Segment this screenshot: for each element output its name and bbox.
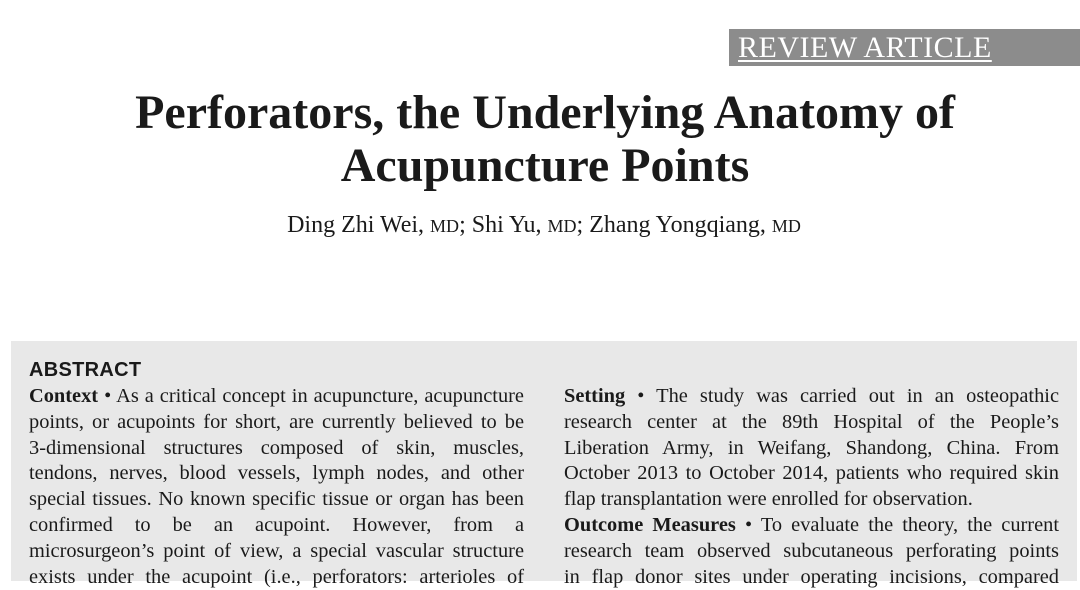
article-type-banner [729,29,1080,66]
abstract-line: points, or acupoints for short, are currently believed to be [29,410,524,433]
abstract-line: tendons, nerves, blood vessels, lymph nodes, and other [29,462,524,485]
abstract-line: exists under the acupoint (i.e., perforators: arterioles of [29,565,524,588]
abstract-heading: ABSTRACT [29,359,142,381]
abstract-line: confirmed to be an acupoint. However, from a [29,513,524,536]
abstract-line: Liberation Army, in Weifang, Shandong, China. From [564,436,1059,459]
abstract-column-left [29,384,524,590]
author-degree: MD [430,216,460,236]
abstract-line: special tissues. No known specific tissue or organ has been [29,488,524,511]
author-degree: MD [547,216,577,236]
abstract-line: October 2013 to October 2014, patients who required skin [564,462,1059,485]
setting-label: Setting [564,385,626,407]
author-name: Ding Zhi Wei [287,212,419,238]
title-line-2: Acupuncture Points [340,139,750,192]
author-degree: MD [771,216,801,236]
article-type-label: REVIEW ARTICLE [738,31,992,64]
author-list: Ding Zhi Wei, MD; Shi Yu, MD; Zhang Yongqiang, MD [287,212,801,238]
abstract-line: Setting • The study was carried out in an osteopathic [564,385,1059,407]
article-title [0,86,1080,192]
abstract-line: 3-dimensional structures composed of skin, muscles, [29,436,524,459]
abstract-line: in flap donor sites under operating incisions, compared [564,565,1059,588]
abstract-line: research center at the 89th Hospital of the People’s [564,410,1059,433]
outcome-measures-label: Outcome Measures [564,513,736,536]
abstract-column-right [564,384,1059,590]
abstract-line: flap transplantation were enrolled for observation. [564,488,973,511]
abstract-line: Outcome Measures • To evaluate the theory, the current [564,513,1060,536]
author-name: Shi Yu [471,212,536,238]
context-label: Context [29,385,99,407]
abstract-line: research team observed subcutaneous perforating points [564,539,1059,562]
abstract-line: Context • As a critical concept in acupuncture, acupuncture [29,385,524,407]
abstract-line: microsurgeon’s point of view, a special vascular structure [29,539,524,562]
title-line-1: Perforators, the Underlying Anatomy of [135,86,955,139]
author-name: Zhang Yongqiang [589,212,760,238]
